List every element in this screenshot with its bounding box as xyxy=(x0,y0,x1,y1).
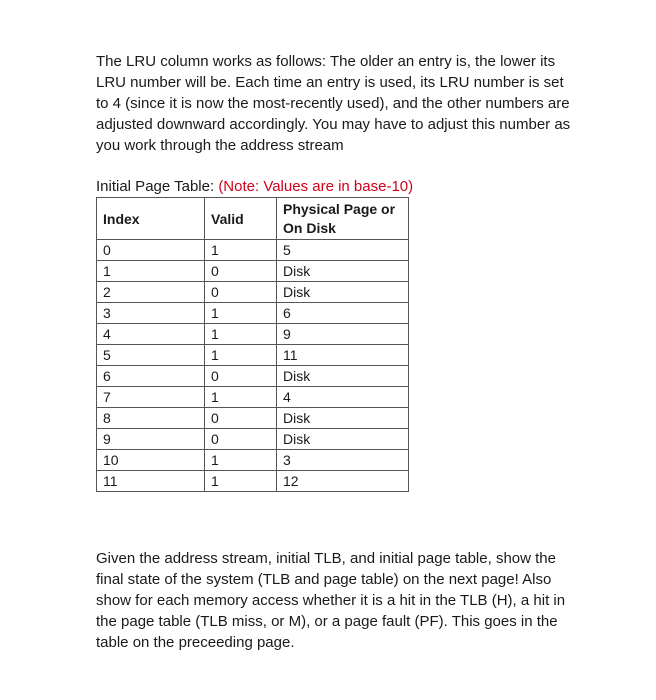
cell-physical-page: 6 xyxy=(277,303,409,324)
table-row xyxy=(97,471,409,492)
cell-index: 7 xyxy=(97,387,205,408)
table-row xyxy=(97,261,409,282)
cell-valid: 1 xyxy=(205,240,277,261)
cell-index: 2 xyxy=(97,282,205,303)
cell-valid: 1 xyxy=(205,303,277,324)
cell-valid: 1 xyxy=(205,324,277,345)
cell-valid: 1 xyxy=(205,345,277,366)
cell-physical-page: Disk xyxy=(277,366,409,387)
caption-label: Initial Page Table: xyxy=(96,178,219,195)
intro-paragraph: The LRU column works as follows: The older an entry is, the lower its LRU number will be. Each time an entry is used, its LRU number is set to 4 (since it is now the most-recently used), and the other numbers are adjusted downward accordingly. You may have to adjust this number as you work through the address stream xyxy=(96,53,571,154)
cell-index: 5 xyxy=(97,345,205,366)
cell-physical-page: 12 xyxy=(277,471,409,492)
cell-valid: 0 xyxy=(205,366,277,387)
cell-index: 6 xyxy=(97,366,205,387)
cell-valid: 0 xyxy=(205,261,277,282)
table-row xyxy=(97,303,409,324)
cell-valid: 0 xyxy=(205,408,277,429)
table-row xyxy=(97,240,409,261)
table-row xyxy=(97,345,409,366)
header-valid: Valid xyxy=(205,198,277,240)
cell-physical-page: 9 xyxy=(277,324,409,345)
cell-index: 1 xyxy=(97,261,205,282)
caption-note: (Note: Values are in base-10) xyxy=(218,178,414,195)
table-caption xyxy=(96,176,413,197)
cell-physical-page: Disk xyxy=(277,408,409,429)
table-row xyxy=(97,324,409,345)
cell-physical-page: Disk xyxy=(277,282,409,303)
table-row xyxy=(97,366,409,387)
table-header-row xyxy=(97,198,409,240)
table-row xyxy=(97,387,409,408)
cell-physical-page: Disk xyxy=(277,429,409,450)
header-index: Index xyxy=(97,198,205,240)
cell-valid: 0 xyxy=(205,429,277,450)
cell-index: 10 xyxy=(97,450,205,471)
cell-valid: 0 xyxy=(205,282,277,303)
cell-index: 11 xyxy=(97,471,205,492)
cell-index: 3 xyxy=(97,303,205,324)
cell-index: 8 xyxy=(97,408,205,429)
header-physical-page: Physical Page or On Disk xyxy=(277,198,409,240)
table-row xyxy=(97,450,409,471)
cell-physical-page: Disk xyxy=(277,261,409,282)
table-row xyxy=(97,282,409,303)
cell-index: 9 xyxy=(97,429,205,450)
cell-physical-page: 4 xyxy=(277,387,409,408)
cell-physical-page: 11 xyxy=(277,345,409,366)
cell-valid: 1 xyxy=(205,450,277,471)
instructions-paragraph: Given the address stream, initial TLB, and initial page table, show the final state of the system (TLB and page table) on the next page! Also show for each memory access whether it is a hit in the TLB (H), a hit in the page table (TLB miss, or M), or a page fault (PF). This goes in the table on the preceeding page. xyxy=(96,550,566,651)
cell-physical-page: 3 xyxy=(277,450,409,471)
cell-index: 4 xyxy=(97,324,205,345)
table-body xyxy=(97,240,409,492)
page-table xyxy=(96,197,409,492)
table-row xyxy=(97,429,409,450)
cell-valid: 1 xyxy=(205,471,277,492)
cell-index: 0 xyxy=(97,240,205,261)
cell-valid: 1 xyxy=(205,387,277,408)
table-row xyxy=(97,408,409,429)
cell-physical-page: 5 xyxy=(277,240,409,261)
